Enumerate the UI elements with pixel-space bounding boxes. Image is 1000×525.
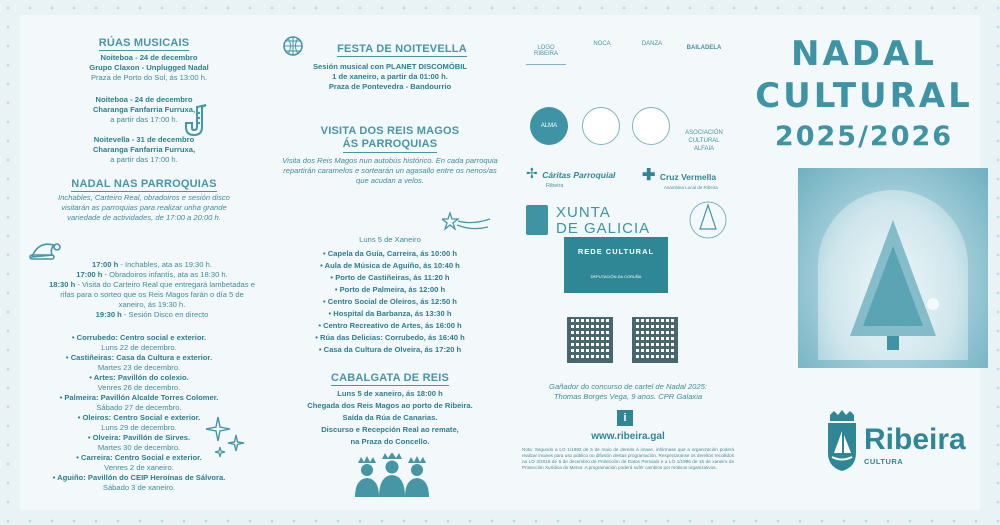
website-link[interactable]: www.ribeira.gal [591, 431, 665, 442]
danza-logo: DANZA [641, 41, 663, 47]
cross-icon: ✚ [642, 167, 656, 184]
parroquias-title: NADAL NAS PARROQUIAS [71, 178, 217, 190]
schedule-list [46, 260, 258, 320]
festa-title: FESTA DE NOITEVELLA [337, 43, 467, 55]
alma-logo: ALMA [530, 107, 568, 145]
schedule-item: 19:30 h - Sesión Disco en directo [95, 310, 209, 319]
xunta-shield-icon [526, 205, 548, 235]
rede-cultural-logo: REDE CULTURAL DEPUTACIÓN DA CORUÑA [564, 237, 668, 293]
christmas-tree-illustration [838, 216, 948, 356]
ruas-event-3: Noitevella - 31 de decembro Charanga Fanfarria Furruxa, a partir das 17:00 h. [92, 135, 196, 164]
noca-logo: NOCA [593, 41, 611, 47]
info-icon: i [617, 410, 633, 426]
legal-note: Nota: Segundo a LO 1/1982 de 5 de maio de dereito á imaxe, infórmase que a organización poderá realizar imaxes para uso público ou difusión destas programación. Respectaranse os dereitos recollidos na LO 3/2018 de 5 de decembro de Protección de Datos Persoais e a LO 1/1996 de 15 de xaneiro de Protección Xurídica do Menor. A programación poderá sufrir cambios por motivos organizativos. [522, 447, 734, 470]
reis-title: VISITA DOS REIS MAGOS ÁS PARROQUIAS [272, 125, 508, 153]
ruas-title: RÚAS MUSICAIS [98, 37, 190, 49]
caritas-logo: ✢ Cáritas Parroquial Ribeira [526, 165, 616, 189]
ruas-event-2: Noiteboa - 24 de decembro Charanga Fanfarria Furruxa, a partir das 17:00 h. [92, 95, 196, 124]
places-list: • Corrubedo: Centro social e exterior. Luns 22 de decembro. • Castiñeiras: Casa da Cultura e exterior. Martes 23 de decembro. • Artes: Pavillón do colexio. Venres 26 de decembro. • Palmeira: Pavillón Alcalde Torres Colomer. Sábado 27 de decembro. • Oleiros: Centro Social e exterior. Luns 29 de decembro. • Olveira: Pavillón de Sirves. Martes 30 de decembro. • Carreira: Centro Social e exterior. Venres 2 de xaneiro. • Aguiño: Pavillón do CEIP Heroínas de Sálvora. Sábado 3 de xaneiro. [52, 333, 226, 492]
schedule-item: 17:00 h - Inchables, ata as 19:30 h. [92, 260, 212, 269]
shooting-star-icon [442, 207, 492, 237]
caritas-cross-icon: ✢ [526, 165, 538, 181]
reis-intro: Visita dos Reis Magos nun autobús histórico. En cada parroquia repartirán caramelos e sortearán un agasallo entre os nenos/as que acudan a velos. [282, 156, 498, 185]
parroquias-intro: Inchables, Carteiro Real, obradoiros e sesión disco visitarán as parroquias para realizar unha grande variedade de actividades, de 17:00 a 20:00 h. [58, 193, 230, 222]
ribeira-crest-icon [824, 409, 860, 473]
santa-hat-icon [28, 239, 62, 261]
winning-poster-image [798, 168, 988, 368]
alfaia-logo: ASOCIACIÓN CULTURAL ALFAIA [685, 130, 723, 152]
qr-code-2[interactable] [632, 317, 678, 363]
sparkles-icon [206, 413, 246, 459]
winner-credit: Gañador do concurso de cartel de Nadal 2025: Thomas Borges Vega, 9 anos. CPR Galaxia [549, 382, 707, 401]
panel-cover [748, 15, 980, 510]
brochure [20, 15, 980, 510]
festa-info: Sesión musical con PLANET DISCOMÓBIL 1 de xaneiro, a partir da 01:00 h. Praza de Pontevedra - Bandourrio [312, 62, 467, 91]
cultura-label: CULTURA [864, 457, 904, 466]
three-kings-icon [352, 453, 432, 497]
qr-code-1[interactable] [567, 317, 613, 363]
cabalgata-title: CABALGATA DE REIS [330, 372, 450, 384]
schedule-item: 18:30 h - Visita do Carteiro Real que entregará lambetadas e rifas para o sorteo que os Reis Magos farán o día 5 de xaneiro, ás 19:30 h. [49, 280, 255, 309]
circle-logo-2 [582, 107, 620, 145]
ruas-event-1: Noiteboa - 24 de decembro Grupo Claxon - Unplugged Nadal Praza de Porto do Sol, ás 13:00 h. [89, 53, 209, 82]
tree-circle-logo [688, 199, 728, 241]
saxophone-icon [180, 101, 216, 141]
cover-title-1: NADAL [791, 34, 937, 74]
ribeira-logo: LOGO RIBEIRA [526, 45, 566, 65]
cabalgata-info: Luns 5 de xaneiro, ás 18:00 h Chegada dos Reis Magos ao porto de Ribeira. Saída da Rúa de Canarias. Discurso e Recepción Real ao remate, na Praza do Concello. [307, 389, 473, 446]
circle-logo-3 [632, 107, 670, 145]
reis-stops: • Capela da Guía, Carreira, ás 10:00 h • Aula de Música de Aguiño, ás 10:40 h • Porto de Castiñeiras, ás 11:20 h • Porto de Palmeira, ás 12:00 h • Centro Social de Oleiros, ás 12:50 h • Hospital da Barbanza, ás 13:30 h • Centro Recreativo de Artes, ás 16:00 h • Rúa das Delicias: Corrubedo, ás 16:40 h • Casa da Cultura de Olveira, ás 17:20 h [315, 249, 465, 354]
reis-date: Luns 5 de Xaneiro [359, 235, 421, 244]
cover-year: 2025/2026 [774, 121, 954, 152]
xunta-logo: XUNTA DE GALICIA [526, 203, 656, 239]
bailadela-logo: BAILADELA [686, 45, 722, 51]
panel-ruas-parroquias [20, 15, 268, 510]
cover-title-2: CULTURAL [755, 76, 973, 116]
cruz-vermella-logo: ✚ Cruz Vermella Asamblea Local de Ribeira [642, 167, 718, 190]
panel-noitevella-reis [272, 15, 508, 510]
ribeira-brand: Ribeira [864, 423, 966, 456]
panel-logos [512, 15, 744, 510]
schedule-item: 17:00 h - Obradoiros infantís, ata as 18:30 h. [76, 270, 228, 279]
